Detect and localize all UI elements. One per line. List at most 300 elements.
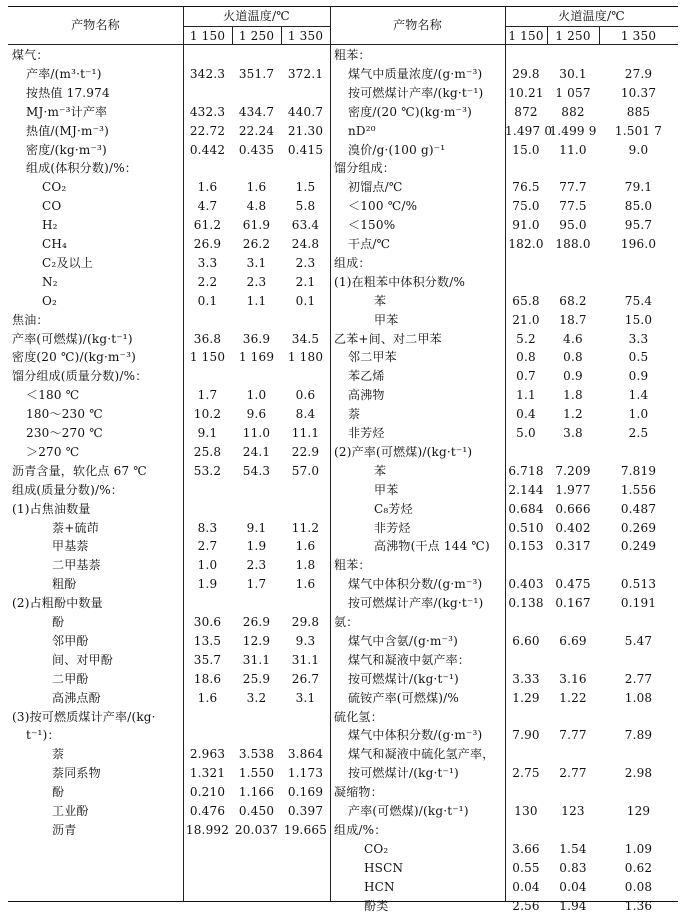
left-row-label: (2)占粗酚中数量 bbox=[12, 596, 103, 611]
left-row-value-t2: 22.24 bbox=[238, 123, 275, 138]
right-row-value-t1: 130 bbox=[514, 804, 538, 818]
right-row-value-t2: 1.54 bbox=[559, 841, 587, 856]
left-row-value-t1: 2.2 bbox=[197, 274, 218, 289]
right-row-value-t3: 0.5 bbox=[628, 350, 649, 365]
right-row-value-t2: 7.209 bbox=[555, 463, 591, 478]
right-row-value-t3: 9.0 bbox=[628, 142, 649, 157]
left-row-value-t3: 1.6 bbox=[295, 539, 316, 554]
left-row-value-t1: 1.0 bbox=[197, 558, 218, 573]
right-row-value-t2: 6.69 bbox=[559, 633, 587, 648]
right-row-value-t3: 7.89 bbox=[624, 728, 653, 743]
left-row-label: 高沸点酚 bbox=[52, 690, 101, 705]
left-row-value-t1: 1.321 bbox=[189, 766, 226, 781]
right-row-value-t2: 1.977 bbox=[555, 482, 591, 497]
right-row-value-t1: 75.0 bbox=[512, 199, 540, 214]
left-row-value-t2: 1.7 bbox=[246, 577, 267, 592]
left-row-value-t2: 434.7 bbox=[238, 104, 275, 119]
right-row-value-t3: 0.9 bbox=[628, 369, 649, 384]
right-row-value-t1: 0.8 bbox=[516, 350, 536, 365]
right-row-label: 非芳烃 bbox=[348, 426, 385, 440]
left-row-value-t2: 36.9 bbox=[242, 331, 271, 346]
right-row-label: 煤气中体积分数/(g·m⁻³) bbox=[348, 728, 483, 743]
left-row-value-t1: 30.6 bbox=[193, 615, 222, 629]
left-row-value-t2: 61.9 bbox=[242, 218, 271, 233]
left-row-value-t1: 0.476 bbox=[189, 804, 226, 818]
left-row-label: 按热值 17.974 bbox=[26, 85, 110, 100]
right-row-value-t3: 1.501 7 bbox=[614, 123, 663, 138]
header-temp-left: 火道温度/℃ bbox=[223, 9, 290, 23]
right-row-value-t3: 5.47 bbox=[624, 633, 653, 648]
left-row-value-t1: 18.992 bbox=[185, 822, 230, 837]
right-row-value-t1: 6.60 bbox=[512, 633, 540, 648]
right-row-value-t2: 1.8 bbox=[563, 388, 583, 403]
left-row-label: 密度/(kg·m⁻³) bbox=[26, 142, 107, 157]
right-row-label: 溴价/g·(100 g)⁻¹ bbox=[348, 142, 446, 157]
left-row-label: 二甲酚 bbox=[52, 671, 89, 686]
right-row-value-t3: 1.556 bbox=[620, 482, 657, 497]
right-row-value-t2: 7.77 bbox=[559, 728, 587, 743]
right-row-value-t2: 68.2 bbox=[559, 293, 587, 308]
header-temp-left-1350: 1 350 bbox=[287, 29, 324, 43]
right-row-value-t1: 3.66 bbox=[512, 841, 540, 856]
right-row-value-t2: 0.83 bbox=[559, 860, 587, 875]
left-row-label: CO₂ bbox=[42, 180, 67, 195]
left-row-value-t1: 4.7 bbox=[197, 199, 218, 214]
left-row-value-t1: 342.3 bbox=[189, 66, 226, 81]
left-row-label: 焦油： bbox=[12, 312, 49, 327]
right-row-value-t2: 1.94 bbox=[559, 898, 587, 913]
right-row-value-t3: 85.0 bbox=[624, 199, 653, 214]
left-row-label: CO bbox=[42, 199, 62, 214]
left-row-value-t1: 36.8 bbox=[193, 331, 222, 346]
right-row-value-t1: 2.75 bbox=[512, 766, 540, 781]
left-row-value-t1: 9.1 bbox=[197, 426, 218, 440]
left-row-label: 产率(可燃煤)/(kg·t⁻¹) bbox=[12, 331, 133, 346]
header-temp-right-1150: 1 150 bbox=[508, 29, 544, 43]
right-row-label: 组成： bbox=[334, 255, 371, 270]
right-row-label: 组成/%： bbox=[334, 822, 387, 837]
right-row-label: 甲苯 bbox=[374, 482, 399, 497]
left-row-value-t3: 24.8 bbox=[291, 237, 320, 251]
left-row-value-t2: 9.6 bbox=[246, 407, 267, 422]
right-row-label: 高沸物(干点 144 ℃) bbox=[374, 539, 490, 554]
right-row-value-t2: 1.2 bbox=[563, 407, 583, 422]
right-row-label: 非芳烃 bbox=[374, 520, 411, 535]
right-row-label: 邻二甲苯 bbox=[348, 350, 397, 365]
right-row-value-t2: 11.0 bbox=[559, 142, 587, 157]
right-row-value-t2: 30.1 bbox=[559, 66, 587, 81]
left-row-value-t1: 10.2 bbox=[193, 407, 222, 422]
left-row-value-t1: 13.5 bbox=[193, 633, 222, 648]
right-row-value-t2: 0.04 bbox=[559, 879, 587, 894]
right-row-label: (2)产率(可燃煤)/(kg·t⁻¹) bbox=[334, 444, 473, 459]
left-row-value-t1: 26.9 bbox=[193, 237, 222, 251]
right-row-label: 苯 bbox=[374, 463, 387, 478]
left-row-value-t2: 1.0 bbox=[246, 388, 267, 403]
left-row-label: 230～270 ℃ bbox=[26, 426, 103, 440]
right-row-value-t1: 2.144 bbox=[508, 482, 544, 497]
left-row-value-t2: 4.8 bbox=[246, 199, 267, 214]
right-row-label: 硫铵产率(可燃煤)/% bbox=[348, 690, 460, 705]
right-row-label: 初馏点/℃ bbox=[348, 180, 403, 195]
left-row-value-t1: 2.7 bbox=[197, 539, 218, 554]
right-row-value-t3: 79.1 bbox=[624, 180, 653, 195]
left-row-value-t2: 26.9 bbox=[242, 615, 271, 629]
right-row-value-t3: 885 bbox=[626, 104, 651, 119]
header-mid-rule-left bbox=[183, 26, 330, 27]
right-row-label: 产率(可燃煤)/(kg·t⁻¹) bbox=[348, 804, 469, 818]
left-row-value-t2: 12.9 bbox=[242, 633, 271, 648]
left-row-value-t3: 0.415 bbox=[287, 142, 324, 157]
right-row-label: 硫化氢： bbox=[334, 709, 383, 724]
left-row-value-t1: 2.963 bbox=[189, 747, 226, 762]
right-row-label: C₈芳烃 bbox=[374, 501, 413, 516]
left-row-value-t1: 35.7 bbox=[193, 652, 222, 667]
right-row-value-t2: 0.402 bbox=[555, 520, 591, 535]
left-row-value-t2: 1.1 bbox=[246, 293, 267, 308]
right-row-label: 甲苯 bbox=[374, 312, 399, 327]
left-row-value-t3: 372.1 bbox=[287, 66, 324, 81]
left-row-value-t3: 0.397 bbox=[287, 804, 324, 818]
left-row-value-t3: 63.4 bbox=[291, 218, 320, 233]
right-row-value-t1: 0.684 bbox=[508, 501, 544, 516]
left-row-value-t1: 8.3 bbox=[197, 520, 218, 535]
left-row-value-t3: 3.864 bbox=[287, 747, 324, 762]
left-row-value-t1: 1.9 bbox=[197, 577, 218, 592]
right-row-value-t3: 0.269 bbox=[620, 520, 657, 535]
left-row-label: 煤气： bbox=[12, 48, 49, 62]
left-row-value-t2: 25.9 bbox=[242, 671, 271, 686]
left-row-value-t3: 9.3 bbox=[295, 633, 316, 648]
left-row-value-t2: 1.6 bbox=[246, 180, 267, 195]
left-row-value-t2: 26.2 bbox=[242, 237, 271, 251]
right-row-label: 酚类 bbox=[364, 898, 389, 913]
right-row-label: 煤气中质量浓度/(g·m⁻³) bbox=[348, 66, 483, 81]
right-row-label: ＜150% bbox=[348, 218, 396, 233]
left-row-label: 萘同系物 bbox=[52, 766, 101, 781]
right-row-value-t1: 0.55 bbox=[512, 860, 540, 875]
left-row-label: 沥青含量，软化点 67 ℃ bbox=[12, 463, 147, 478]
left-row-value-t3: 21.30 bbox=[287, 123, 324, 138]
left-row-value-t1: 25.8 bbox=[193, 444, 222, 459]
left-row-value-t2: 2.3 bbox=[246, 558, 267, 573]
left-row-label: 180～230 ℃ bbox=[26, 407, 103, 422]
right-row-label: ＜100 ℃/% bbox=[348, 199, 418, 214]
header-name-left: 产物名称 bbox=[71, 18, 120, 32]
right-row-value-t2: 3.16 bbox=[559, 671, 587, 686]
left-row-label: O₂ bbox=[42, 293, 58, 308]
right-row-value-t2: 0.8 bbox=[563, 350, 583, 365]
header-temp-right: 火道温度/℃ bbox=[558, 9, 625, 23]
right-row-label: 按可燃煤计/(kg·t⁻¹) bbox=[348, 766, 459, 781]
right-row-label: 密度/(20 ℃)(kg·m⁻³) bbox=[348, 104, 472, 119]
right-row-label: 煤气和凝液中硫化氢产率， bbox=[348, 747, 495, 762]
left-row-value-t3: 0.6 bbox=[295, 388, 316, 403]
left-row-value-t1: 0.1 bbox=[197, 293, 218, 308]
right-row-value-t1: 1.1 bbox=[516, 388, 536, 403]
left-row-value-t3: 57.0 bbox=[291, 463, 320, 478]
left-row-value-t3: 1.173 bbox=[287, 766, 324, 781]
left-row-label: N₂ bbox=[42, 274, 58, 289]
right-row-value-t3: 1.4 bbox=[628, 388, 649, 403]
left-row-value-t2: 0.435 bbox=[238, 142, 275, 157]
right-row-value-t3: 7.819 bbox=[620, 463, 657, 478]
left-row-value-t2: 2.3 bbox=[246, 274, 267, 289]
header-mid-rule-right bbox=[505, 26, 678, 27]
left-row-label: H₂ bbox=[42, 218, 58, 233]
left-row-label: 甲基萘 bbox=[52, 539, 89, 554]
right-row-label: 干点/℃ bbox=[348, 237, 391, 251]
left-row-value-t3: 2.3 bbox=[295, 255, 316, 270]
left-row-label: 粗酚 bbox=[52, 577, 77, 592]
right-row-value-t1: 15.0 bbox=[512, 142, 540, 157]
right-row-value-t2: 882 bbox=[561, 104, 585, 119]
right-row-value-t1: 872 bbox=[514, 104, 538, 119]
right-row-value-t2: 77.7 bbox=[559, 180, 587, 195]
right-row-value-t1: 5.0 bbox=[516, 426, 536, 440]
right-row-value-t1: 0.7 bbox=[516, 369, 536, 384]
right-row-value-t3: 0.513 bbox=[620, 577, 657, 592]
left-row-label: 沥青 bbox=[52, 822, 77, 837]
right-row-label: 萘 bbox=[348, 407, 361, 422]
right-row-value-t1: 0.153 bbox=[508, 539, 544, 554]
left-row-value-t1: 61.2 bbox=[193, 218, 222, 233]
left-row-label: 萘+硫茚 bbox=[52, 520, 99, 535]
left-row-value-t3: 1 180 bbox=[287, 350, 324, 365]
right-row-value-t1: 65.8 bbox=[512, 293, 540, 308]
left-row-label: 组成(质量分数)/%： bbox=[12, 482, 124, 497]
left-row-value-t2: 0.450 bbox=[238, 804, 275, 818]
right-row-label: HSCN bbox=[364, 860, 404, 875]
left-row-value-t3: 1.5 bbox=[295, 180, 316, 195]
left-row-value-t2: 1.550 bbox=[238, 766, 275, 781]
left-row-value-t1: 1 150 bbox=[189, 350, 226, 365]
left-row-value-t1: 432.3 bbox=[189, 104, 226, 119]
right-row-label: 按可燃煤计产率/(kg·t⁻¹) bbox=[348, 596, 484, 611]
left-row-value-t2: 3.538 bbox=[238, 747, 275, 762]
right-row-value-t3: 95.7 bbox=[624, 218, 653, 233]
right-row-value-t1: 6.718 bbox=[508, 463, 544, 478]
right-row-label: 按可燃煤计产率/(kg·t⁻¹) bbox=[348, 85, 484, 100]
left-row-value-t3: 19.665 bbox=[283, 822, 328, 837]
left-row-value-t2: 11.0 bbox=[242, 426, 271, 440]
right-row-value-t3: 75.4 bbox=[624, 293, 653, 308]
right-row-value-t1: 10.21 bbox=[508, 85, 544, 100]
left-row-value-t3: 3.1 bbox=[295, 690, 316, 705]
header-bottom-rule bbox=[8, 44, 678, 45]
left-row-value-t3: 31.1 bbox=[291, 652, 320, 667]
right-row-value-t3: 2.98 bbox=[624, 766, 653, 781]
left-row-label: 热值/(MJ·m⁻³) bbox=[26, 123, 110, 138]
left-row-label: 酚 bbox=[52, 785, 65, 800]
left-row-label: 二甲基萘 bbox=[52, 558, 101, 573]
right-row-value-t2: 1.22 bbox=[559, 690, 587, 705]
right-row-value-t2: 0.475 bbox=[555, 577, 591, 592]
right-row-label: 按可燃煤计/(kg·t⁻¹) bbox=[348, 671, 459, 686]
right-row-value-t2: 0.666 bbox=[555, 501, 591, 516]
left-row-label: ＜180 ℃ bbox=[26, 388, 80, 403]
right-row-value-t3: 0.249 bbox=[620, 539, 657, 554]
right-row-value-t3: 0.191 bbox=[620, 596, 657, 611]
left-row-label: 馏分组成(质量分数)/%： bbox=[12, 369, 148, 384]
left-row-label: t⁻¹)： bbox=[26, 728, 60, 743]
right-row-value-t2: 4.6 bbox=[563, 331, 583, 346]
right-row-label: 粗苯： bbox=[334, 558, 371, 573]
left-row-label: 酚 bbox=[52, 615, 65, 629]
left-row-value-t1: 0.210 bbox=[189, 785, 226, 800]
left-row-label: 产率/(m³·t⁻¹) bbox=[26, 66, 102, 81]
left-row-value-t3: 8.4 bbox=[295, 407, 316, 422]
left-row-value-t2: 20.037 bbox=[234, 822, 279, 837]
right-row-value-t2: 95.0 bbox=[559, 218, 587, 233]
right-row-value-t1: 0.04 bbox=[512, 879, 540, 894]
left-row-label: 工业酚 bbox=[52, 804, 89, 818]
right-row-value-t3: 15.0 bbox=[624, 312, 653, 327]
right-row-value-t3: 0.62 bbox=[624, 860, 653, 875]
right-row-label: 乙苯+间、对二甲苯 bbox=[334, 331, 442, 346]
right-row-value-t3: 0.08 bbox=[624, 879, 653, 894]
right-row-value-t1: 1.497 0 bbox=[505, 123, 553, 138]
right-row-value-t3: 1.08 bbox=[624, 690, 653, 705]
right-row-value-t3: 27.9 bbox=[624, 66, 653, 81]
left-row-value-t2: 3.1 bbox=[246, 255, 267, 270]
left-row-value-t3: 29.8 bbox=[291, 615, 320, 629]
top-rule bbox=[8, 6, 678, 7]
left-row-value-t3: 11.1 bbox=[291, 426, 320, 440]
right-row-label: 高沸物 bbox=[348, 388, 385, 403]
right-row-value-t2: 1 057 bbox=[555, 85, 591, 100]
right-row-value-t1: 0.138 bbox=[508, 596, 544, 611]
left-row-value-t1: 0.442 bbox=[189, 142, 226, 157]
right-row-value-t3: 1.36 bbox=[624, 898, 653, 913]
left-row-label: 密度(20 ℃)/(kg·m⁻³) bbox=[12, 350, 136, 365]
left-row-value-t1: 53.2 bbox=[193, 463, 222, 478]
left-row-label: CH₄ bbox=[42, 237, 68, 251]
header-temp-left-1250: 1 250 bbox=[238, 29, 275, 43]
left-row-label: 萘 bbox=[52, 747, 65, 762]
right-row-value-t2: 0.317 bbox=[555, 539, 591, 554]
left-row-value-t1: 3.3 bbox=[197, 255, 218, 270]
left-row-value-t1: 22.72 bbox=[189, 123, 226, 138]
right-row-value-t3: 1.09 bbox=[624, 841, 653, 856]
right-row-value-t1: 5.2 bbox=[516, 331, 536, 346]
left-row-label: (3)按可燃质煤计产率/(kg· bbox=[12, 709, 156, 724]
left-row-value-t3: 1.6 bbox=[295, 577, 316, 592]
left-row-value-t2: 24.1 bbox=[242, 444, 271, 459]
right-row-value-t1: 3.33 bbox=[512, 671, 540, 686]
right-row-value-t1: 7.90 bbox=[512, 728, 540, 743]
right-row-value-t1: 2.56 bbox=[512, 898, 540, 913]
left-row-label: 邻甲酚 bbox=[52, 633, 89, 648]
left-row-value-t2: 3.2 bbox=[246, 690, 267, 705]
left-row-value-t3: 1.8 bbox=[295, 558, 316, 573]
left-row-label: (1)占焦油数量 bbox=[12, 501, 91, 516]
left-row-value-t2: 351.7 bbox=[238, 66, 275, 81]
right-row-value-t3: 1.0 bbox=[628, 407, 649, 422]
col-divider-center bbox=[330, 6, 331, 901]
left-row-value-t3: 0.1 bbox=[295, 293, 316, 308]
left-row-value-t2: 1.166 bbox=[238, 785, 275, 800]
right-row-value-t3: 3.3 bbox=[628, 331, 649, 346]
left-row-value-t3: 440.7 bbox=[287, 104, 324, 119]
header-temp-right-1250: 1 250 bbox=[555, 29, 591, 43]
right-row-value-t3: 129 bbox=[626, 804, 651, 818]
right-row-value-t3: 10.37 bbox=[620, 85, 657, 100]
left-row-label: 间、对甲酚 bbox=[52, 652, 114, 667]
left-row-label: MJ·m⁻³计产率 bbox=[26, 104, 108, 119]
left-row-value-t2: 31.1 bbox=[242, 652, 271, 667]
right-row-value-t1: 29.8 bbox=[512, 66, 540, 81]
left-row-value-t2: 1.9 bbox=[246, 539, 267, 554]
left-row-value-t1: 1.6 bbox=[197, 690, 218, 705]
right-row-label: 苯乙烯 bbox=[348, 369, 385, 384]
right-row-label: 苯 bbox=[374, 293, 387, 308]
right-row-value-t1: 76.5 bbox=[512, 180, 540, 195]
right-row-label: CO₂ bbox=[364, 841, 389, 856]
right-row-value-t2: 77.5 bbox=[559, 199, 587, 214]
left-row-value-t3: 34.5 bbox=[291, 331, 320, 346]
left-row-value-t2: 1 169 bbox=[238, 350, 275, 365]
right-row-value-t2: 3.8 bbox=[563, 426, 583, 440]
left-row-value-t3: 22.9 bbox=[291, 444, 320, 459]
left-row-label: C₂及以上 bbox=[42, 255, 93, 270]
left-row-value-t3: 5.8 bbox=[295, 199, 316, 214]
right-row-label: 馏分组成： bbox=[334, 161, 396, 176]
header-temp-left-1150: 1 150 bbox=[189, 29, 226, 43]
header-temp-right-1350: 1 350 bbox=[620, 29, 657, 43]
left-row-value-t3: 26.7 bbox=[291, 671, 320, 686]
left-row-label: 组成(体积分数)/%： bbox=[26, 161, 138, 176]
right-row-value-t3: 196.0 bbox=[620, 237, 657, 251]
right-row-value-t1: 0.4 bbox=[516, 407, 536, 422]
right-row-value-t1: 1.29 bbox=[512, 690, 540, 705]
right-row-label: 煤气中体积分数/(g·m⁻³) bbox=[348, 577, 483, 592]
left-row-label: ＞270 ℃ bbox=[26, 444, 80, 459]
right-row-label: nD²⁰ bbox=[348, 123, 376, 138]
left-row-value-t2: 54.3 bbox=[242, 463, 271, 478]
right-row-value-t2: 2.77 bbox=[559, 766, 587, 781]
right-row-value-t2: 18.7 bbox=[559, 312, 587, 327]
right-row-value-t1: 21.0 bbox=[512, 312, 540, 327]
right-row-value-t1: 0.510 bbox=[508, 520, 544, 535]
left-row-value-t1: 1.6 bbox=[197, 180, 218, 195]
right-row-label: (1)在粗苯中体积分数/% bbox=[334, 274, 466, 289]
right-row-value-t2: 0.167 bbox=[555, 596, 591, 611]
left-row-value-t3: 2.1 bbox=[295, 274, 316, 289]
right-row-value-t1: 182.0 bbox=[508, 237, 544, 251]
left-row-value-t3: 11.2 bbox=[291, 520, 320, 535]
right-row-label: 粗苯： bbox=[334, 48, 371, 62]
header-name-right: 产物名称 bbox=[393, 18, 442, 32]
right-row-value-t2: 0.9 bbox=[563, 369, 583, 384]
right-row-label: 煤气和凝液中氨产率： bbox=[348, 652, 471, 667]
right-row-value-t3: 2.5 bbox=[628, 426, 649, 440]
right-row-label: 凝缩物： bbox=[334, 785, 383, 800]
left-row-value-t1: 1.7 bbox=[197, 388, 218, 403]
right-row-value-t2: 1.499 9 bbox=[549, 123, 597, 138]
right-row-label: 煤气中含氨/(g·m⁻³) bbox=[348, 633, 459, 648]
right-row-value-t1: 0.403 bbox=[508, 577, 544, 592]
left-row-value-t2: 9.1 bbox=[246, 520, 267, 535]
right-row-label: HCN bbox=[364, 879, 395, 894]
right-row-value-t1: 91.0 bbox=[512, 218, 540, 233]
right-row-value-t2: 123 bbox=[561, 804, 585, 818]
left-row-value-t1: 18.6 bbox=[193, 671, 222, 686]
right-row-value-t3: 2.77 bbox=[624, 671, 653, 686]
left-row-value-t3: 0.169 bbox=[287, 785, 324, 800]
right-row-value-t3: 0.487 bbox=[620, 501, 657, 516]
right-row-label: 氨： bbox=[334, 615, 359, 629]
